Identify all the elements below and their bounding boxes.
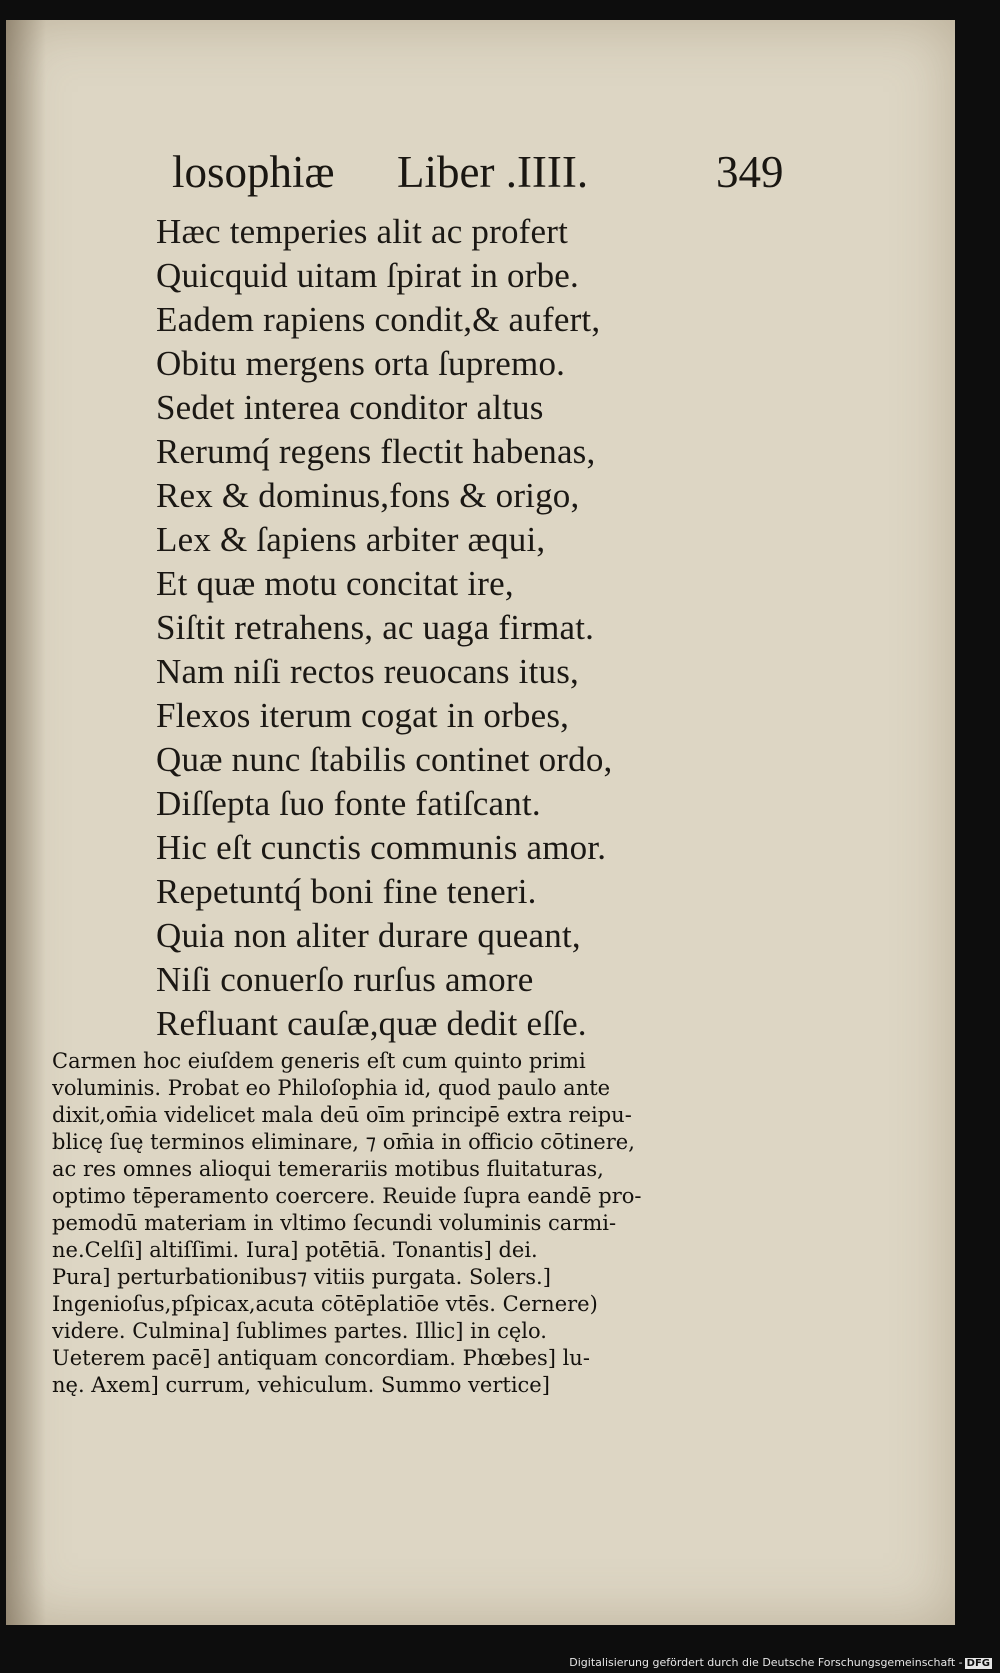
commentary-line: blicę ſuę terminos eliminare, ⁊ om̄ia in officio cōtinere, xyxy=(52,1130,635,1154)
commentary-line: optimo tēperamento coercere. Reuide ſupra eandē pro- xyxy=(52,1184,642,1208)
commentary-line: voluminis. Probat eo Philoſophia id, quod paulo ante xyxy=(52,1076,611,1100)
commentary-line: nę. Axem] currum, vehiculum. Summo vertice] xyxy=(52,1373,550,1397)
verse-line: Niſi conuerſo rurſus amore xyxy=(156,960,534,999)
verse-line: Obitu mergens orta ſupremo. xyxy=(156,344,566,383)
verse-line: Nam niſi rectos reuocans itus, xyxy=(156,652,579,691)
verse-line: Flexos iterum cogat in orbes, xyxy=(156,696,570,735)
verse-line: Et quæ motu concitat ire, xyxy=(156,564,514,603)
verse-line: Rex & dominus,fons & origo, xyxy=(156,476,580,515)
page-number: 349 xyxy=(716,147,784,197)
commentary-line: Carmen hoc eiuſdem generis eſt cum quinto primi xyxy=(52,1049,586,1073)
verse-line: Sedet interea conditor altus xyxy=(156,388,544,427)
verse-line: Quicquid uitam ſpirat in orbe. xyxy=(156,256,579,295)
commentary-line: videre. Culmina] ſublimes partes. Illic] in cęlo. xyxy=(52,1319,547,1343)
commentary-line: Pura] perturbationibus⁊ vitiis purgata. Solers.] xyxy=(52,1265,551,1289)
book-label: Liber .IIII. xyxy=(397,147,589,197)
commentary-line: dixit,om̄ia videlicet mala deū oīm principē extra reipu- xyxy=(52,1103,632,1127)
running-header xyxy=(172,142,797,202)
dfg-logo: DFG xyxy=(966,1658,990,1669)
commentary-line: pemodū materiam in vltimo ſecundi voluminis carmi- xyxy=(52,1211,617,1235)
verse-line: Hæc temperies alit ac profert xyxy=(156,212,569,251)
book-page xyxy=(6,20,955,1625)
verse-line: Repetuntq́ boni fine teneri. xyxy=(156,872,537,911)
verse-block xyxy=(156,210,612,1046)
commentary-line: Ueterem pacē] antiquam concordiam. Phœbes] lu- xyxy=(52,1346,590,1370)
verse-line: Quæ nunc ſtabilis continet ordo, xyxy=(156,740,613,779)
commentary-line: ac res omnes alioqui temerariis motibus fluitaturas, xyxy=(52,1157,604,1181)
verse-line: Diſſepta ſuo fonte fatiſcant. xyxy=(156,784,541,823)
verse-line: Refluant cauſæ,quæ dedit eſſe. xyxy=(156,1004,587,1043)
verse-line: Eadem rapiens condit,& aufert, xyxy=(156,300,601,339)
verse-line: Hic eſt cunctis communis amor. xyxy=(156,828,607,867)
verse-line: Lex & ſapiens arbiter æqui, xyxy=(156,520,546,559)
running-title: losophiæ xyxy=(172,147,335,197)
commentary-line: Ingenioſus,pſpicax,acuta cōtēplatiōe vtēs. Cernere) xyxy=(52,1292,598,1316)
commentary-line: ne.Celſi] altiſſimi. Iura] potētiā. Tonantis] dei. xyxy=(52,1238,538,1262)
verse-line: Siſtit retrahens, ac uaga firmat. xyxy=(156,608,595,647)
digitization-credit xyxy=(569,1656,992,1669)
credit-text: Digitalisierung gefördert durch die Deutsche Forschungsgemeinschaft - xyxy=(569,1656,963,1669)
verse-line: Rerumq́ regens flectit habenas, xyxy=(156,432,596,471)
verse-line: Quia non aliter durare queant, xyxy=(156,916,581,955)
commentary-block xyxy=(52,1048,766,1399)
